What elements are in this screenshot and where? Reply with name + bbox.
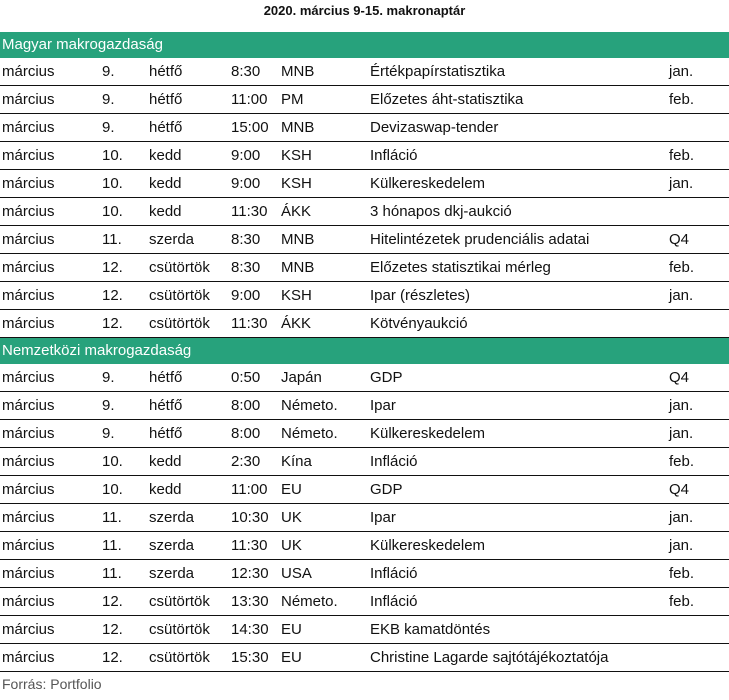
- month-cell: március: [2, 315, 55, 332]
- source-cell: Japán: [281, 369, 322, 386]
- time-cell: 11:30: [231, 203, 268, 220]
- weekday-cell: kedd: [149, 481, 182, 498]
- period-cell: jan.: [669, 175, 694, 192]
- source-cell: Németo.: [281, 425, 338, 442]
- day-cell: 9.: [102, 425, 115, 442]
- month-cell: március: [2, 425, 55, 442]
- day-cell: 11.: [102, 537, 122, 554]
- day-cell: 9.: [102, 369, 115, 386]
- weekday-cell: hétfő: [149, 397, 183, 414]
- period-cell: feb.: [669, 259, 695, 276]
- weekday-cell: csütörtök: [149, 593, 210, 610]
- time-cell: 9:00: [231, 175, 261, 192]
- weekday-cell: hétfő: [149, 369, 183, 386]
- time-cell: 8:00: [231, 425, 261, 442]
- source-cell: UK: [281, 509, 302, 526]
- period-cell: feb.: [669, 565, 695, 582]
- day-cell: 10.: [102, 481, 123, 498]
- weekday-cell: csütörtök: [149, 621, 210, 638]
- time-cell: 9:00: [231, 147, 261, 164]
- weekday-cell: kedd: [149, 147, 182, 164]
- period-cell: jan.: [669, 425, 694, 442]
- event-cell: Hitelintézetek prudenciális adatai: [370, 231, 590, 248]
- time-cell: 11:30: [231, 315, 268, 332]
- section-header-international: Nemzetközi makrogazdaság: [0, 338, 729, 364]
- day-cell: 10.: [102, 175, 123, 192]
- source-cell: Németo.: [281, 593, 338, 610]
- time-cell: 8:30: [231, 231, 261, 248]
- event-cell: Ipar (részletes): [370, 287, 471, 304]
- period-cell: Q4: [669, 231, 690, 248]
- weekday-cell: csütörtök: [149, 287, 210, 304]
- table-row: [0, 504, 729, 532]
- source-cell: KSH: [281, 287, 312, 304]
- time-cell: 11:00: [231, 91, 268, 108]
- time-cell: 8:30: [231, 63, 261, 80]
- period-cell: feb.: [669, 147, 695, 164]
- day-cell: 10.: [102, 203, 123, 220]
- source-cell: Németo.: [281, 397, 338, 414]
- period-cell: jan.: [669, 287, 694, 304]
- event-cell: Infláció: [370, 147, 418, 164]
- weekday-cell: hétfő: [149, 91, 183, 108]
- weekday-cell: hétfő: [149, 119, 183, 136]
- table-row: [0, 58, 729, 86]
- period-cell: Q4: [669, 481, 690, 498]
- event-cell: Infláció: [370, 565, 418, 582]
- table-row: [0, 560, 729, 588]
- event-cell: Külkereskedelem: [370, 425, 486, 442]
- event-cell: Christine Lagarde sajtótájékoztatója: [370, 649, 609, 666]
- event-cell: Előzetes áht-statisztika: [370, 91, 524, 108]
- month-cell: március: [2, 91, 55, 108]
- source-note: Forrás: Portfolio: [2, 676, 102, 692]
- table-row: [0, 142, 729, 170]
- day-cell: 11.: [102, 565, 122, 582]
- event-cell: Devizaswap-tender: [370, 119, 499, 136]
- day-cell: 12.: [102, 287, 123, 304]
- table-row: [0, 392, 729, 420]
- month-cell: március: [2, 231, 55, 248]
- day-cell: 12.: [102, 315, 123, 332]
- period-cell: jan.: [669, 537, 694, 554]
- event-cell: Kötvényaukció: [370, 315, 468, 332]
- event-cell: Külkereskedelem: [370, 175, 486, 192]
- month-cell: március: [2, 259, 55, 276]
- month-cell: március: [2, 509, 55, 526]
- month-cell: március: [2, 119, 55, 136]
- time-cell: 8:30: [231, 259, 261, 276]
- time-cell: 15:00: [231, 119, 269, 136]
- table-row: [0, 282, 729, 310]
- source-cell: MNB: [281, 231, 315, 248]
- period-cell: jan.: [669, 63, 694, 80]
- time-cell: 9:00: [231, 287, 261, 304]
- table-row: [0, 364, 729, 392]
- event-cell: 3 hónapos dkj-aukció: [370, 203, 512, 220]
- table-row: [0, 616, 729, 644]
- source-cell: KSH: [281, 147, 312, 164]
- weekday-cell: szerda: [149, 537, 195, 554]
- section-header-hungarian: Magyar makrogazdaság: [0, 32, 729, 58]
- time-cell: 14:30: [231, 621, 269, 638]
- time-cell: 8:00: [231, 397, 261, 414]
- day-cell: 9.: [102, 119, 115, 136]
- weekday-cell: szerda: [149, 509, 195, 526]
- month-cell: március: [2, 397, 55, 414]
- month-cell: március: [2, 621, 55, 638]
- table-row: [0, 476, 729, 504]
- event-cell: Infláció: [370, 453, 418, 470]
- table-row: [0, 420, 729, 448]
- month-cell: március: [2, 481, 55, 498]
- table-row: [0, 310, 729, 338]
- table-row: [0, 588, 729, 616]
- month-cell: március: [2, 453, 55, 470]
- table-row: [0, 170, 729, 198]
- event-cell: Ipar: [370, 397, 396, 414]
- time-cell: 13:30: [231, 593, 269, 610]
- weekday-cell: kedd: [149, 175, 182, 192]
- month-cell: március: [2, 593, 55, 610]
- event-cell: Infláció: [370, 593, 418, 610]
- month-cell: március: [2, 649, 55, 666]
- month-cell: március: [2, 203, 55, 220]
- day-cell: 10.: [102, 147, 123, 164]
- source-cell: EU: [281, 481, 302, 498]
- weekday-cell: kedd: [149, 453, 182, 470]
- source-cell: UK: [281, 537, 302, 554]
- period-cell: jan.: [669, 397, 694, 414]
- source-cell: MNB: [281, 259, 315, 276]
- day-cell: 9.: [102, 397, 115, 414]
- period-cell: feb.: [669, 593, 695, 610]
- event-cell: Külkereskedelem: [370, 537, 486, 554]
- day-cell: 12.: [102, 259, 123, 276]
- time-cell: 12:30: [231, 565, 269, 582]
- table-row: [0, 448, 729, 476]
- event-cell: EKB kamatdöntés: [370, 621, 491, 638]
- month-cell: március: [2, 63, 55, 80]
- table-row: [0, 226, 729, 254]
- table-row: [0, 644, 729, 672]
- period-cell: Q4: [669, 369, 690, 386]
- day-cell: 12.: [102, 649, 123, 666]
- month-cell: március: [2, 147, 55, 164]
- event-cell: Előzetes statisztikai mérleg: [370, 259, 551, 276]
- source-cell: MNB: [281, 119, 315, 136]
- month-cell: március: [2, 175, 55, 192]
- table-row: [0, 114, 729, 142]
- weekday-cell: hétfő: [149, 63, 183, 80]
- month-cell: március: [2, 537, 55, 554]
- weekday-cell: hétfő: [149, 425, 183, 442]
- month-cell: március: [2, 369, 55, 386]
- day-cell: 12.: [102, 621, 123, 638]
- day-cell: 9.: [102, 91, 115, 108]
- time-cell: 11:30: [231, 537, 268, 554]
- weekday-cell: csütörtök: [149, 315, 210, 332]
- event-cell: Ipar: [370, 509, 396, 526]
- event-cell: Értékpapírstatisztika: [370, 63, 506, 80]
- source-cell: MNB: [281, 63, 315, 80]
- event-cell: GDP: [370, 481, 403, 498]
- source-cell: ÁKK: [281, 203, 312, 220]
- source-cell: PM: [281, 91, 304, 108]
- weekday-cell: szerda: [149, 231, 195, 248]
- day-cell: 9.: [102, 63, 115, 80]
- table-row: [0, 254, 729, 282]
- weekday-cell: csütörtök: [149, 259, 210, 276]
- period-cell: feb.: [669, 453, 695, 470]
- event-cell: GDP: [370, 369, 403, 386]
- month-cell: március: [2, 565, 55, 582]
- day-cell: 12.: [102, 593, 123, 610]
- weekday-cell: kedd: [149, 203, 182, 220]
- table-row: [0, 198, 729, 226]
- source-cell: EU: [281, 621, 302, 638]
- table-row: [0, 532, 729, 560]
- weekday-cell: szerda: [149, 565, 195, 582]
- source-cell: ÁKK: [281, 315, 312, 332]
- day-cell: 11.: [102, 231, 122, 248]
- day-cell: 11.: [102, 509, 122, 526]
- calendar-title: 2020. március 9-15. makronaptár: [263, 3, 466, 18]
- time-cell: 2:30: [231, 453, 261, 470]
- source-cell: Kína: [281, 453, 312, 470]
- table-row: [0, 86, 729, 114]
- time-cell: 10:30: [231, 509, 269, 526]
- period-cell: feb.: [669, 91, 695, 108]
- source-cell: EU: [281, 649, 302, 666]
- weekday-cell: csütörtök: [149, 649, 210, 666]
- source-cell: USA: [281, 565, 312, 582]
- macro-calendar-table: [0, 32, 729, 672]
- day-cell: 10.: [102, 453, 123, 470]
- month-cell: március: [2, 287, 55, 304]
- time-cell: 0:50: [231, 369, 261, 386]
- source-cell: KSH: [281, 175, 312, 192]
- time-cell: 11:00: [231, 481, 268, 498]
- time-cell: 15:30: [231, 649, 269, 666]
- period-cell: jan.: [669, 509, 694, 526]
